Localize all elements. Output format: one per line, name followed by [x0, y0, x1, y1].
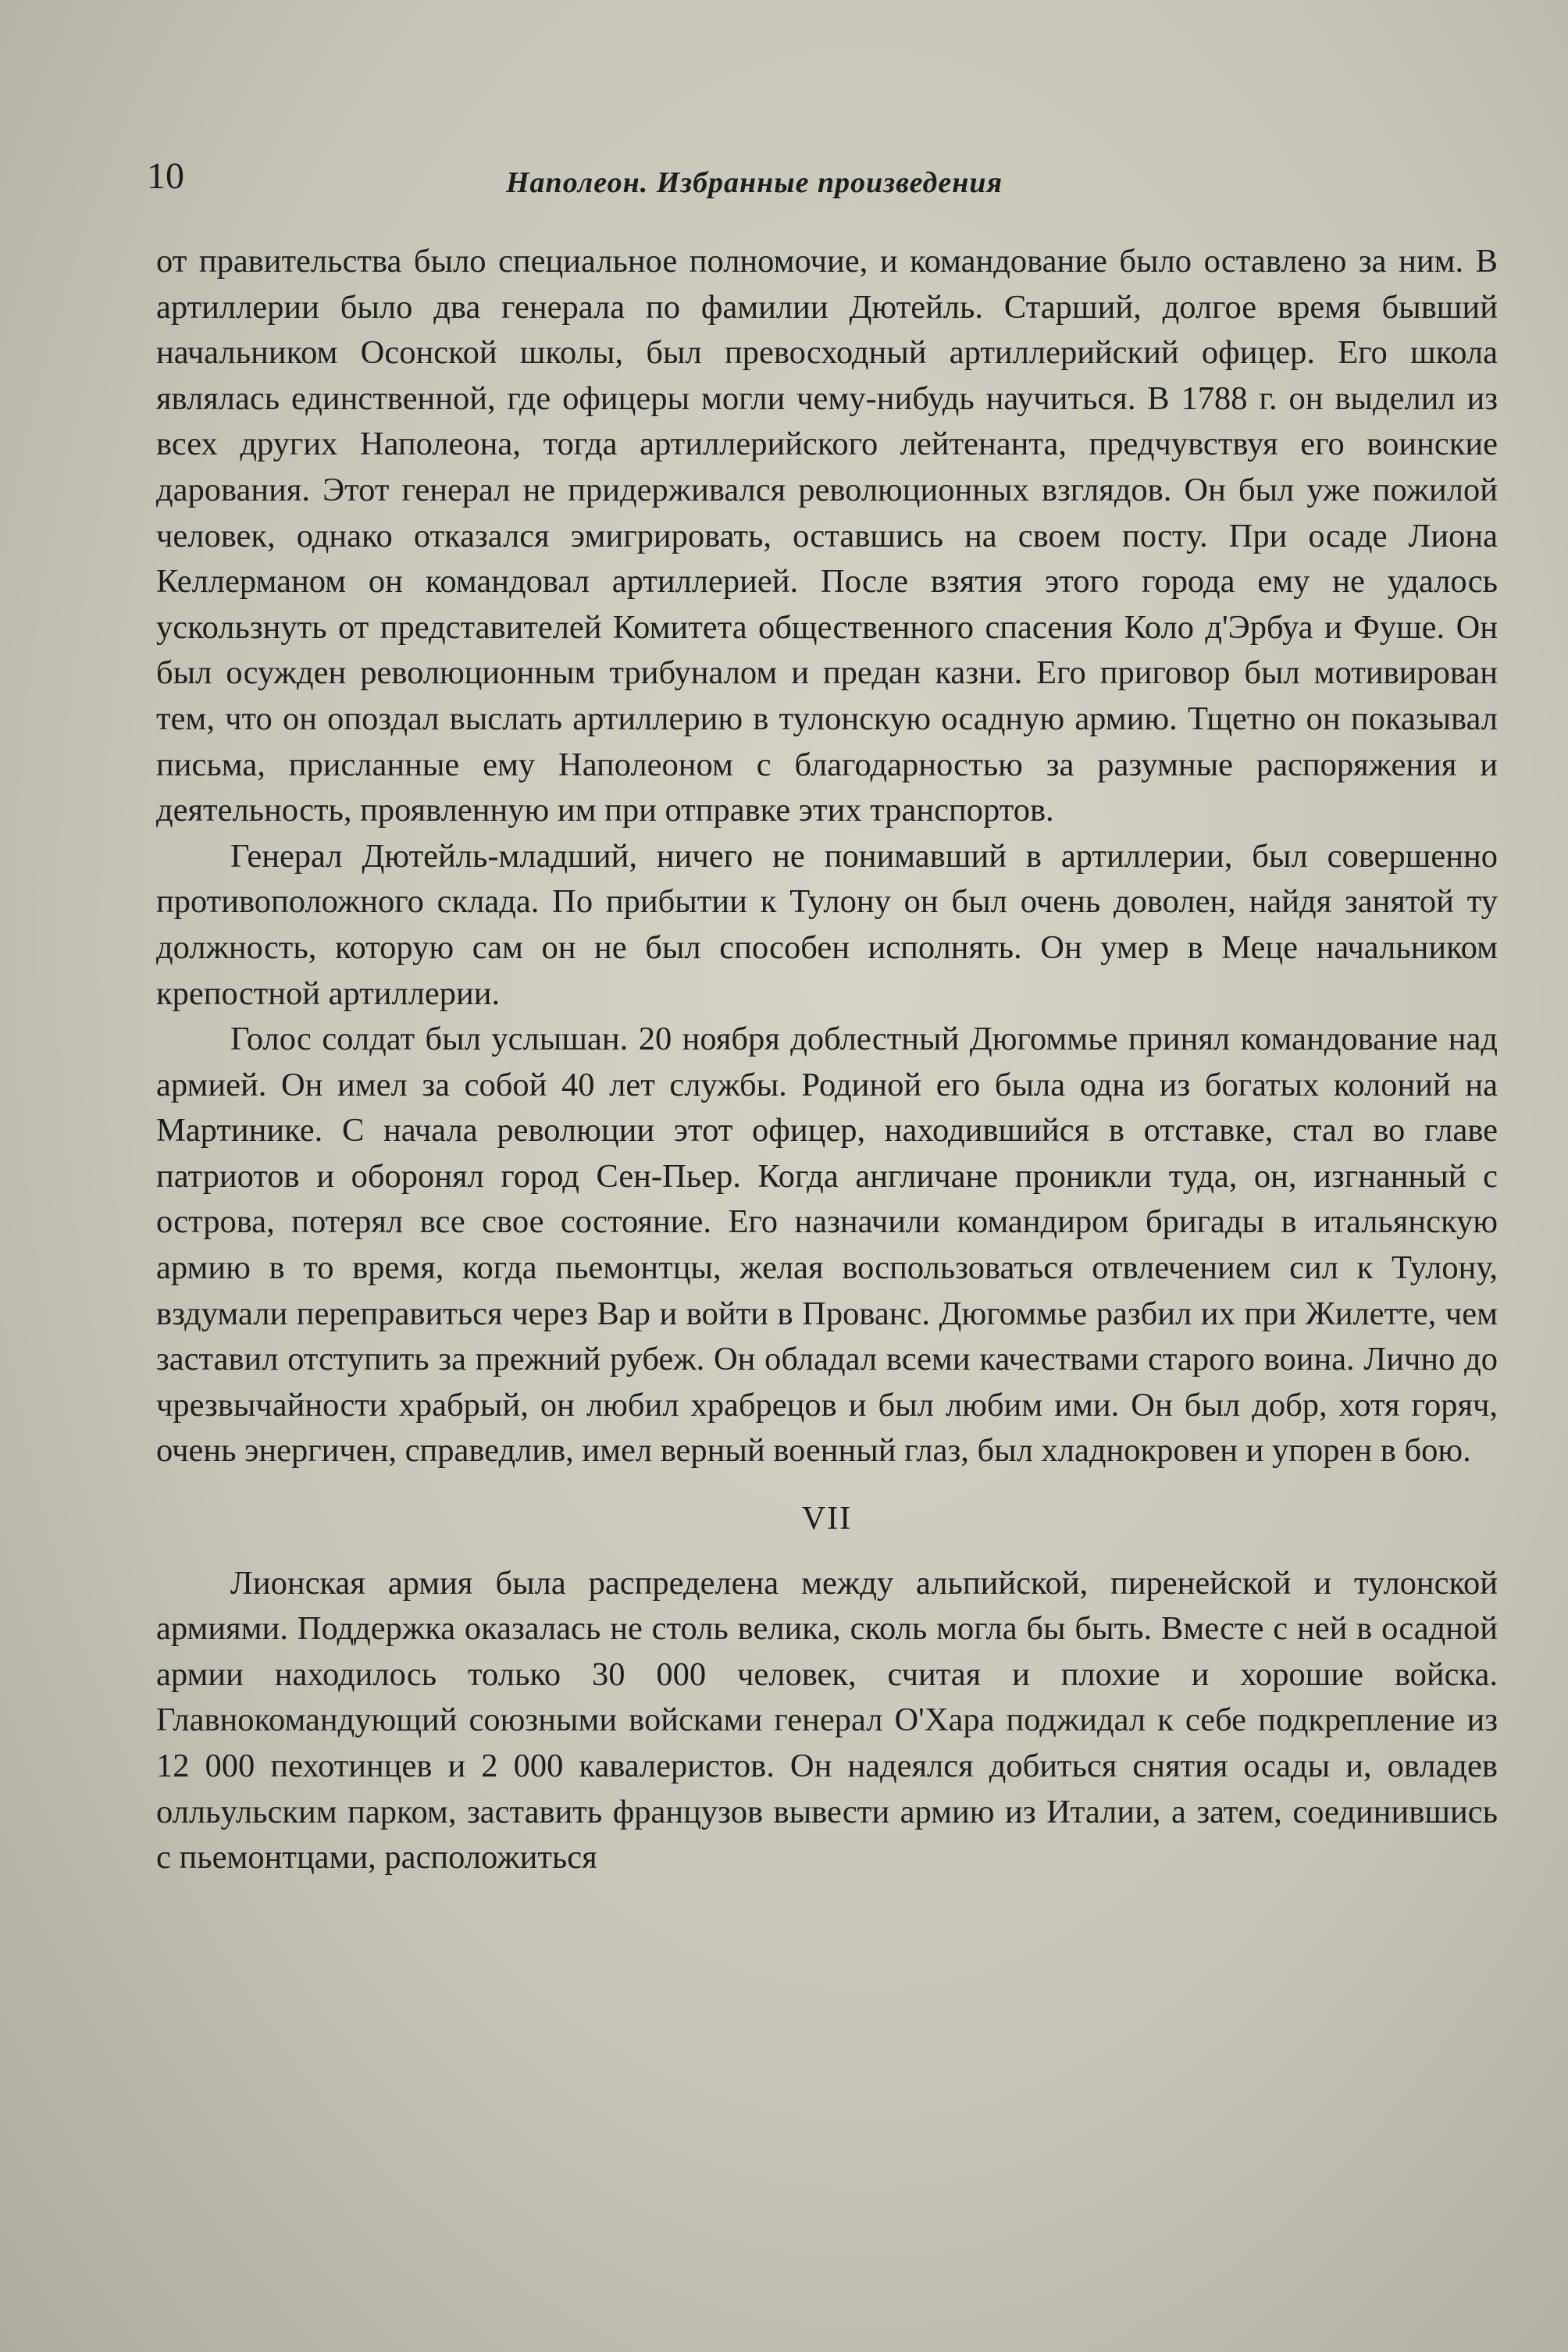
paragraph: Лионская армия была распределена между альпийской, пиренейской и тулонской армиями. Поддержка оказалась не столь велика, сколь могла бы быть. Вместе с ней в осадной армии находилось только 30 000 человек, считая и плохие и хорошие войска. Главнокомандующий союзными войсками генерал О'Хара поджидал к себе подкрепление из 12 000 пехотинцев и 2 000 кавалеристов. Он надеялся добиться снятия осады и, овладев олльульским парком, заставить французов вывести армию из Италии, а затем, соединившись с пьемонтцами, расположиться [156, 1564, 1498, 1876]
paragraph: Генерал Дютейль-младший, ничего не понимавший в артиллерии, был совершенно противоположного склада. По прибытии к Тулону он был очень доволен, найдя занятой ту должность, которую сам он не был способен исполнять. Он умер в Меце начальником крепостной артиллерии. [156, 837, 1498, 1012]
section-heading: VII [801, 1501, 853, 1538]
paragraph: Голос солдат был услышан. 20 ноября доблестный Дюгоммье принял командование над армией. Он имел за собой 40 лет службы. Родиной его была одна из богатых колоний на Мартинике. С начала революции этот офицер, находившийся в отставке, стал во главе патриотов и оборонял город Сен-Пьер. Когда англичане проникли туда, он, изгнанный с острова, потерял все свое состояние. Его назначили командиром бригады в итальянскую армию в то время, когда пьемонтцы, желая воспользоваться отвлечением сил к Тулону, вздумали переправиться через Вар и войти в Прованс. Дюгоммье разбил их при Жилетте, чем заставил отступить за прежний рубеж. Он обладал всеми качествами старого воина. Лично до чрезвычайности храбрый, он любил храбрецов и был любим ими. Он был добр, хотя горяч, очень энергичен, справедлив, имел верный военный глаз, был хладнокровен и упорен в бою. [156, 1021, 1498, 1470]
page-number: 10 [147, 155, 184, 197]
body-text [156, 239, 1498, 1881]
running-title: Наполеон. Избранные произведения [506, 166, 1003, 199]
page-header [147, 155, 1502, 209]
paragraph: от правительства было специальное полномочие, и командование было оставлено за ним. В артиллерии было два генерала по фамилии Дютейль. Старший, долгое время бывший начальником Осонской школы, был превосходный артиллерийский офицер. Его школа являлась единственной, где офицеры могли чему-нибудь научиться. В 1788 г. он выделил из всех других Наполеона, тогда артиллерийского лейтенанта, предчувствуя его воинские дарования. Этот генерал не придерживался революционных взглядов. Он был уже пожилой человек, однако отказался эмигрировать, оставшись на своем посту. При осаде Лиона Келлерманом он командовал артиллерией. После взятия этого города ему не удалось ускользнуть от представителей Комитета общественного спасения Коло д'Эрбуа и Фуше. Он был осужден революционным трибуналом и предан казни. Его приговор был мотивирован тем, что он опоздал выслать артиллерию в тулонскую осадную армию. Тщетно он показывал письма, присланные ему Наполеоном с благодарностью за разумные распоряжения и деятельность, проявленную им при отправке этих транспортов. [156, 243, 1498, 829]
